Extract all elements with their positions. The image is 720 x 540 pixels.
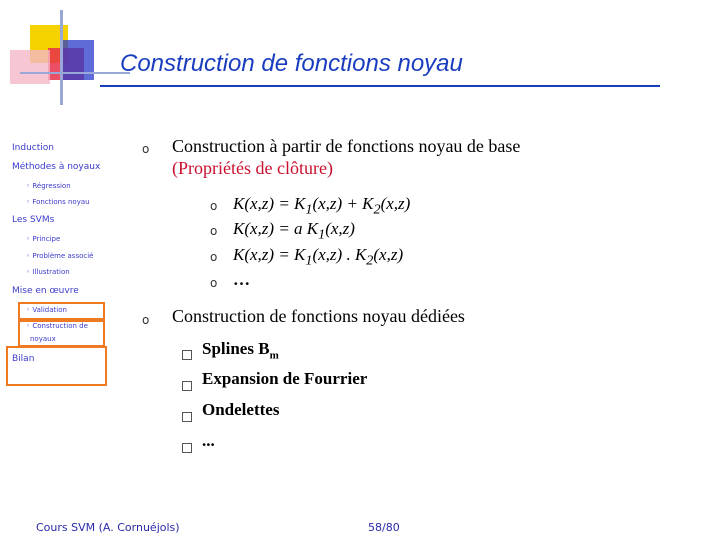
bullet-circle-icon: o [210,224,218,238]
page-number: 58/80 [368,521,400,534]
sub-item-ellipsis: ... [202,431,215,450]
nav-label: Principe [32,235,61,243]
nav-item-validation[interactable]: ◦ Validation [26,306,67,314]
sub-item-fourrier: Expansion de Fourrier [202,369,368,388]
title-underline [100,85,660,87]
sub-item-ondelettes: Ondelettes [202,400,280,419]
formula-ellipsis: … [233,270,250,289]
square-bullet-icon [182,378,192,396]
square-bullet-icon [182,440,192,458]
square-bullet-icon [182,409,192,427]
bullet-circle-icon: o [210,199,218,213]
nav-item-probleme-associe[interactable]: ◦ Problème associé [26,252,94,260]
point2-text: Construction de fonctions noyau dédiées [172,306,465,326]
nav-highlight-bilan [6,346,107,386]
nav-label: Construction de [32,322,88,330]
point1-text: Construction à partir de fonctions noyau de base [172,136,521,156]
bullet-circle-icon: o [142,313,150,327]
nav-item-noyaux[interactable]: noyaux [30,335,56,343]
nav-item-les-svms[interactable]: Les SVMs [12,215,55,225]
formula-scale: K(x,z) = a $K_1(x,z)$ [233,219,355,243]
nav-label: Fonctions noyau [32,198,90,206]
nav-label: Validation [32,306,67,314]
nav-item-regression[interactable]: ◦ Régression [26,182,71,190]
formula-sum: $K(x,z) = K_1(x,z) + K_2(x,z)$ [233,194,411,218]
square-bullet-icon [182,347,192,365]
footer-credit: Cours SVM (A. Cornuéjols) [36,521,180,534]
nav-item-induction[interactable]: Induction [12,143,54,153]
nav-item-construction[interactable]: ◦ Construction de [26,322,88,330]
formula-product: $K(x,z) = K_1(x,z)$ . $K_2(x,z)$ [233,245,404,269]
nav-label: Régression [32,182,71,190]
bullet-circle-icon: o [210,276,218,290]
nav-item-principe[interactable]: ◦ Principe [26,235,61,243]
nav-item-methodes[interactable]: Méthodes à noyaux [12,162,101,172]
nav-label: Illustration [32,268,70,276]
bullet-circle-icon: o [210,250,218,264]
nav-item-illustration[interactable]: ◦ Illustration [26,268,70,276]
nav-item-mise-en-oeuvre[interactable]: Mise en œuvre [12,286,79,296]
nav-label: Problème associé [32,252,94,260]
point1-closure-text: (Propriétés de clôture) [172,158,333,178]
nav-item-bilan[interactable]: Bilan [12,354,35,364]
bullet-circle-icon: o [142,142,150,156]
sub-item-splines: Splines $B_m$ [202,339,279,362]
nav-item-fonctions-noyau[interactable]: ◦ Fonctions noyau [26,198,90,206]
slide-title: Construction de fonctions noyau [120,50,463,77]
